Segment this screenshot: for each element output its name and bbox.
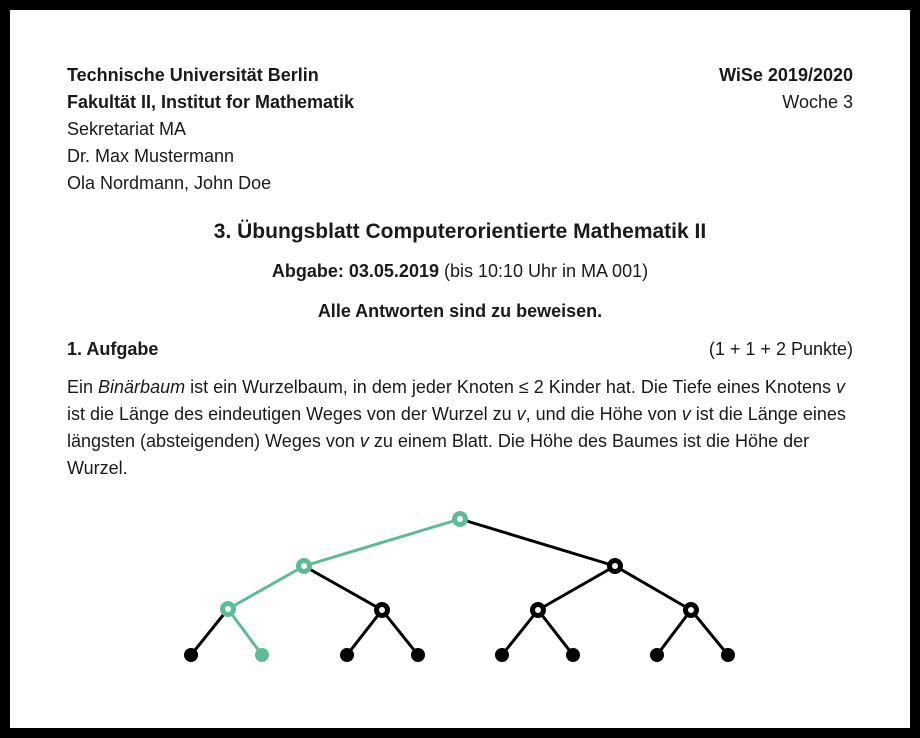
document-content [10,10,910,482]
tree-edge-root-n-l [304,519,460,566]
due-date-line [67,258,853,285]
tree-edge-n-r-n-rl [538,566,615,610]
tree-edge-n-ll-leaf-1 [191,609,228,655]
tree-node-leaf-2 [255,648,269,662]
due-date-rest: (bis 10:10 Uhr in MA 001) [438,261,649,281]
page-title: 3. Übungsblatt Computerorientierte Mathematik II [213,220,707,243]
tree-node-n-rl [533,605,544,616]
tree-edge-n-rr-leaf-8 [691,610,728,655]
tree-node-n-ll [223,604,234,615]
office-line: Sekretariat MA [67,119,187,139]
italic-term: Binärbaum [98,377,186,397]
tree-edge-n-r-n-rr [615,566,691,610]
tree-edge-n-rr-leaf-7 [657,610,691,655]
italic-term: v [681,404,691,424]
tree-node-n-l [299,561,310,572]
text-run: , und die Höhe von [525,404,682,424]
text-run: ist ein Wurzelbaum, in dem jeder Knoten ≤ 2 Kinder hat. Die Tiefe eines Knotens [185,377,836,397]
tree-edge-n-l-n-ll [228,566,304,609]
italic-term: v [359,431,369,451]
tree-edge-n-lr-leaf-4 [382,610,418,655]
binary-tree-figure [10,495,910,680]
task-heading-row [67,336,853,363]
tree-node-leaf-3 [340,648,354,662]
tree-edge-n-lr-leaf-3 [347,610,382,655]
tree-node-n-r [610,561,621,572]
italic-term: v [516,404,526,424]
italic-term: v [835,377,845,397]
tree-edge-n-ll-leaf-2 [228,609,262,655]
tree-edge-root-n-r [460,519,615,566]
header-row-1 [67,62,853,89]
tree-node-leaf-6 [566,648,580,662]
tree-node-leaf-5 [495,648,509,662]
task-paragraph [67,374,853,482]
institution-name: Technische Universität Berlin [67,65,319,85]
text-run: ist die Länge des eindeutigen Weges von der Wurzel zu [67,404,517,424]
task-points-label: (1 + 1 + 2 Punkte) [708,339,853,359]
tree-node-leaf-8 [721,648,735,662]
proof-notice: Alle Antworten sind zu beweisen. [317,301,603,321]
task-number-label: 1. Aufgabe [67,339,159,359]
tree-node-leaf-7 [650,648,664,662]
faculty-name: Fakultät II, Institut for Mathematik [67,92,355,112]
tree-edge-n-rl-leaf-6 [538,610,573,655]
due-date-bold: Abgabe: 03.05.2019 [271,261,439,281]
text-run: zu einem Blatt. Die Höhe des Baumes ist die Höhe der Wurzel. [67,431,810,478]
tree-node-n-lr [377,605,388,616]
tree-edge-n-l-n-lr [304,566,382,610]
assistants-line: Ola Nordmann, John Doe [67,173,272,193]
lecturer-line: Dr. Max Mustermann [67,146,235,166]
tree-node-leaf-1 [184,648,198,662]
tree-node-leaf-4 [411,648,425,662]
tree-node-root [455,514,466,525]
text-run: ist die Länge eines längsten (absteigenden) Weges von [67,404,846,451]
tree-node-n-rr [686,605,697,616]
header-row-2 [67,89,853,116]
semester-label: WiSe 2019/2020 [719,65,853,85]
tree-edge-n-rl-leaf-5 [502,610,538,655]
week-label: Woche 3 [782,92,853,112]
text-run: Ein [67,377,99,397]
